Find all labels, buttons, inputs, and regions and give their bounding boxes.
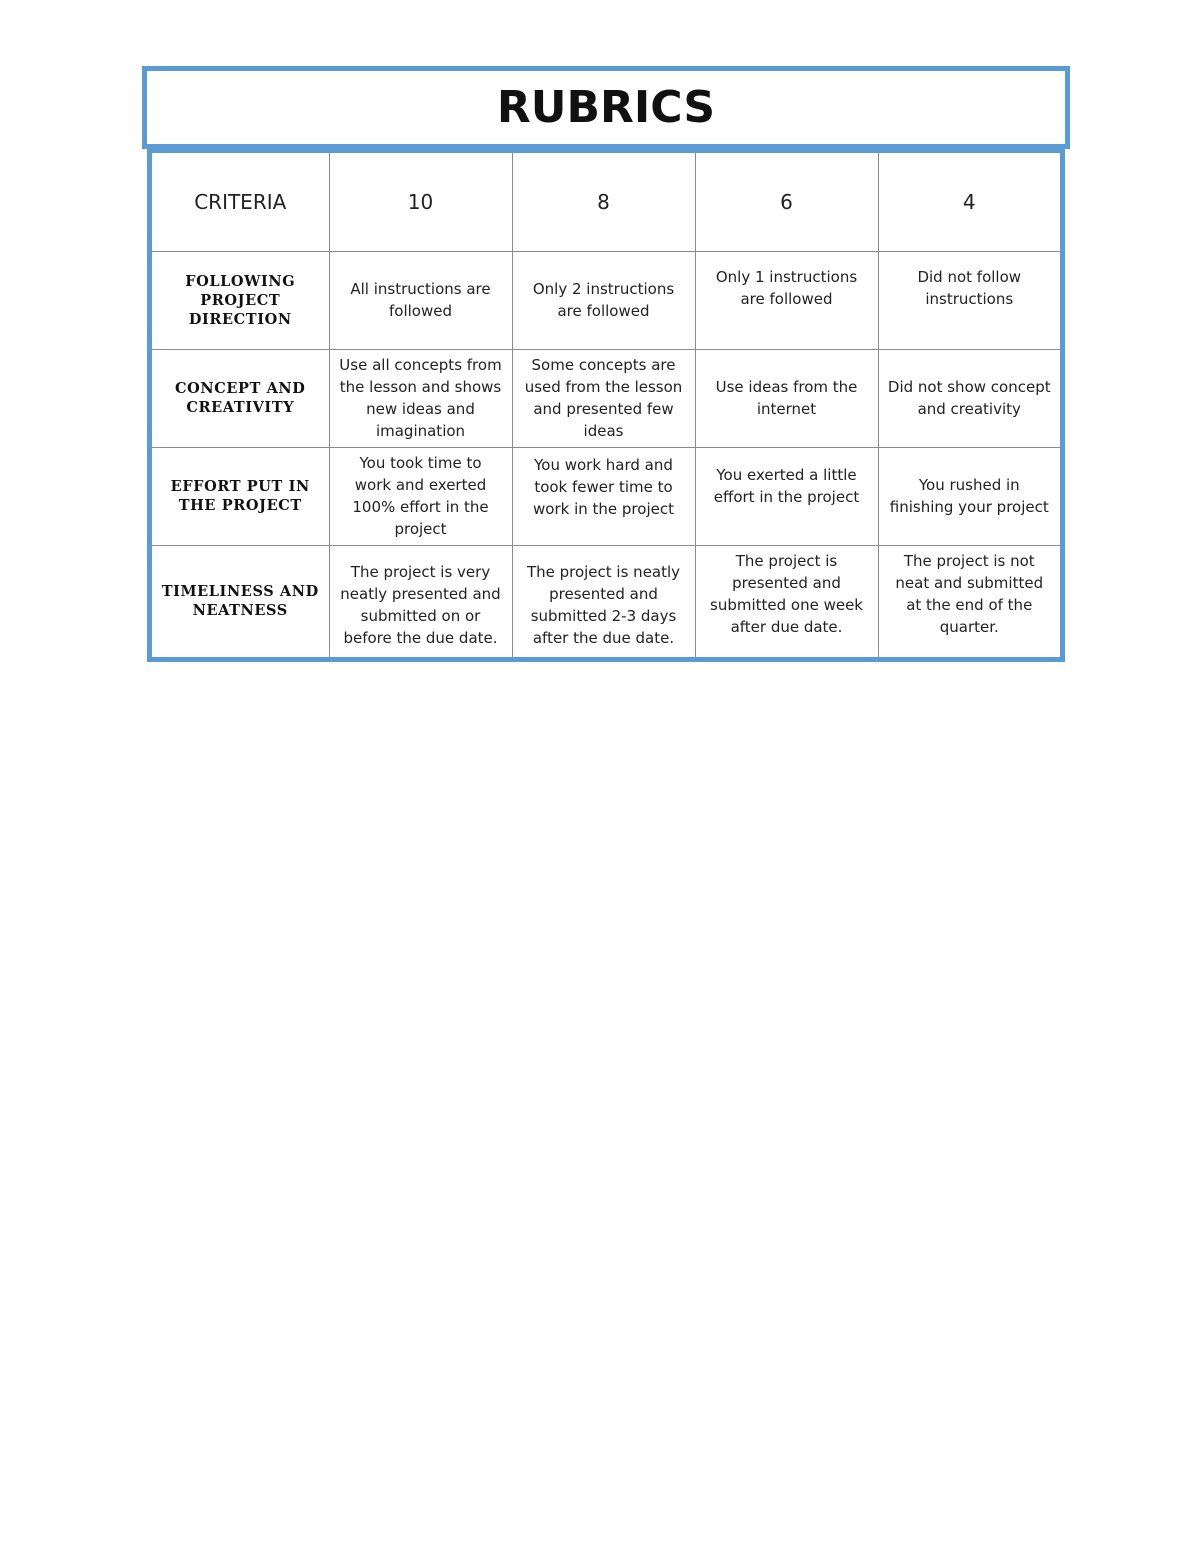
description-line: The project is very [350,563,491,581]
description-cell [695,251,878,349]
description-line: submitted one week [710,595,863,614]
criteria-line: CREATIVITY [186,399,295,416]
description-cell [329,349,512,447]
description-line: work in the project [533,499,674,518]
description-line: project [394,520,447,538]
header-score-8: 8 [512,153,695,251]
description-line: Some concepts are [531,356,676,374]
page-title: RUBRICS [496,82,716,133]
description-line: The project is [735,551,838,570]
description-line: neat and submitted [895,573,1044,592]
description-cell [878,251,1060,349]
criteria-line: FOLLOWING [185,272,296,290]
criteria-cell [152,447,329,545]
header-score-10: 10 [329,153,512,251]
description-line: internet [756,400,817,418]
description-cell [512,545,695,657]
table-header-row [152,153,1060,251]
header-score-4: 4 [878,153,1060,251]
table-row [152,545,1060,657]
description-cell [695,545,878,657]
description-line: Only 1 instructions [715,267,858,286]
criteria-line: EFFORT PUT IN [170,478,310,495]
criteria-line: PROJECT [200,291,281,309]
description-line: Use ideas from the [715,378,858,396]
table-row [152,447,1060,545]
description-line: Did not show concept [887,378,1051,396]
criteria-line: TIMELINESS AND [161,583,319,601]
description-line: and presented few [533,400,674,418]
description-line: after due date. [730,617,843,636]
criteria-line: NEATNESS [192,602,288,620]
description-line: new ideas and [366,400,475,418]
description-cell [329,447,512,545]
description-cell [512,251,695,349]
description-cell [878,545,1060,657]
description-line: at the end of the [906,595,1033,614]
description-line: The project is not [903,551,1035,570]
description-line: before the due date. [343,629,498,647]
criteria-cell [152,251,329,349]
description-line: used from the lesson [524,378,683,396]
description-line: imagination [375,422,466,440]
description-line: The project is neatly [526,563,681,581]
criteria-line: DIRECTION [188,310,292,328]
description-cell [512,349,695,447]
description-cell [329,251,512,349]
description-line: submitted on or [360,607,481,625]
description-line: followed [389,302,452,320]
description-cell [329,545,512,657]
criteria-line: THE PROJECT [178,497,302,514]
description-line: after the due date. [532,629,675,647]
description-line: and creativity [917,400,1021,418]
table-row [152,251,1060,349]
description-line: Only 2 instructions [532,280,675,298]
header-score-6: 6 [695,153,878,251]
description-cell [695,349,878,447]
description-line: submitted 2-3 days [530,607,677,625]
description-line: You exerted a little [716,465,857,484]
description-line: took fewer time to [534,477,673,496]
description-line: All instructions are [350,280,491,298]
description-line: You work hard and [534,455,673,474]
criteria-line: CONCEPT AND [175,380,306,397]
description-line: You took time to [359,454,482,472]
description-line: 100% effort in the [352,498,489,516]
description-line: are followed [740,289,833,308]
description-line: instructions [925,289,1014,308]
description-line: Did not follow [917,267,1022,286]
description-line: quarter. [939,617,999,636]
description-line: You rushed in [918,476,1020,494]
table-row [152,349,1060,447]
description-line: are followed [557,302,650,320]
description-line: ideas [583,422,624,440]
rubrics-title-box [142,66,1070,149]
description-line: Use all concepts from [339,356,502,374]
description-cell [512,447,695,545]
description-cell [878,447,1060,545]
description-line: work and exerted [354,476,487,494]
description-cell [695,447,878,545]
description-line: the lesson and shows [339,378,502,396]
header-criteria: CRITERIA [152,153,329,251]
description-line: presented and [549,585,658,603]
description-cell [878,349,1060,447]
description-line: finishing your project [889,498,1049,516]
rubric-table [152,153,1060,657]
rubric-table-frame [147,148,1065,662]
description-line: neatly presented and [340,585,501,603]
description-line: effort in the project [713,487,860,506]
criteria-cell [152,349,329,447]
description-line: presented and [732,573,841,592]
criteria-cell [152,545,329,657]
